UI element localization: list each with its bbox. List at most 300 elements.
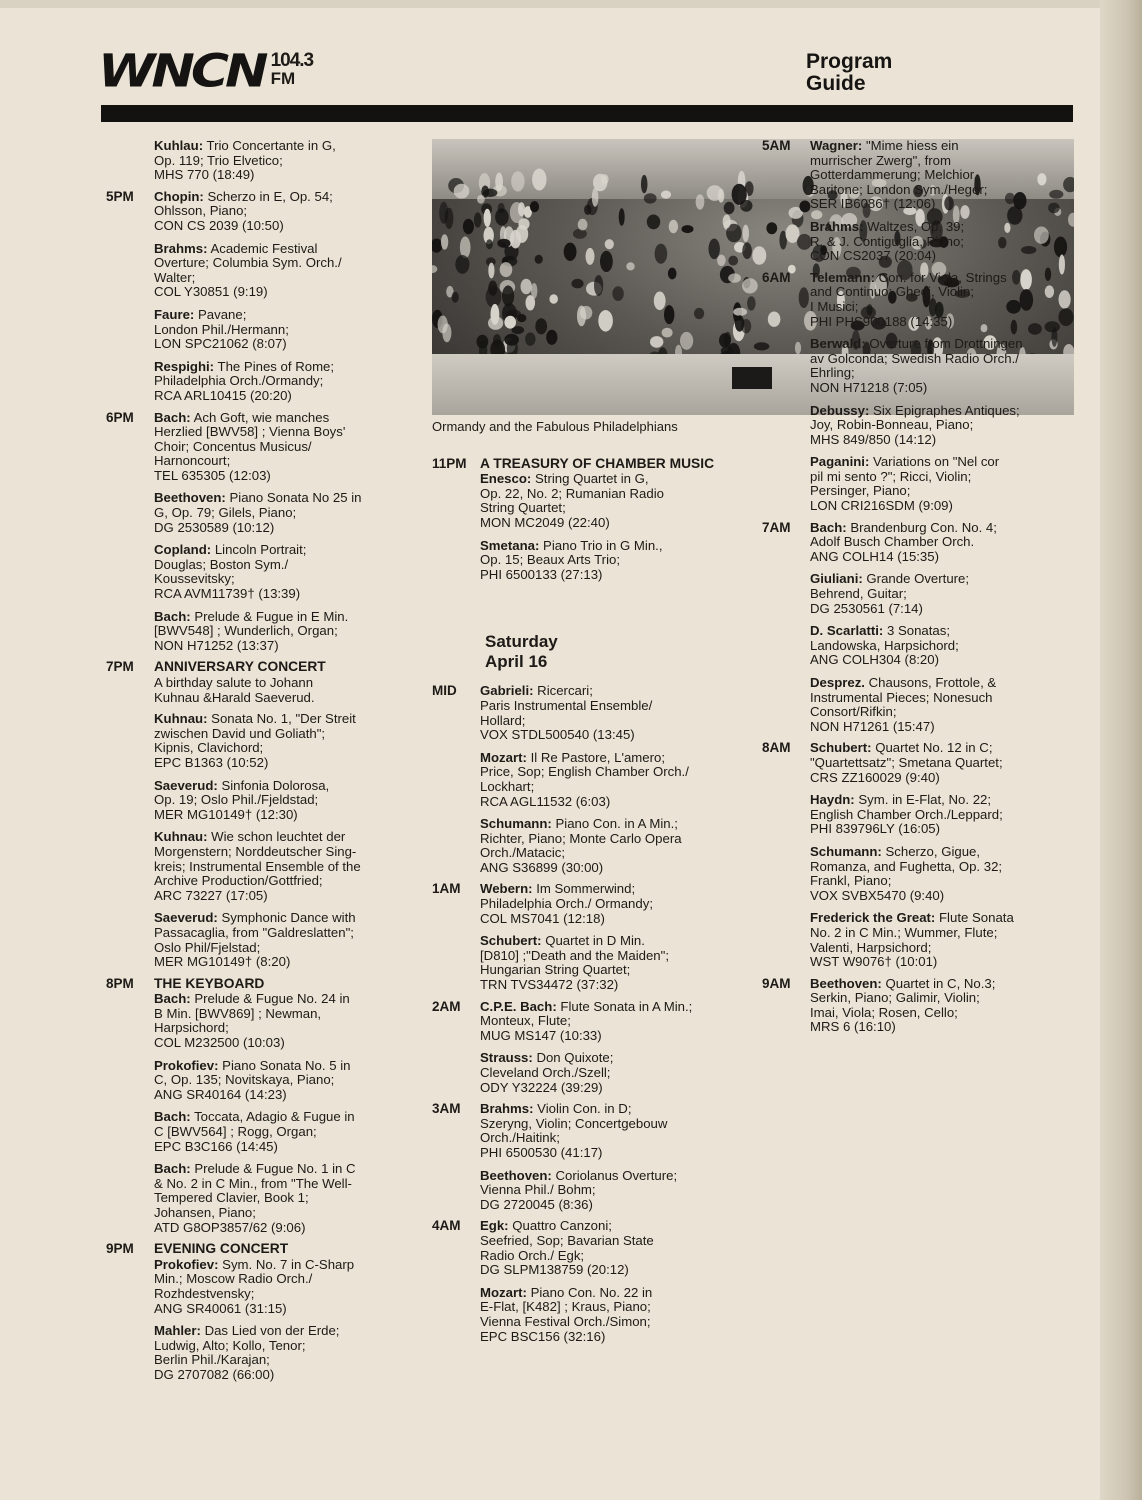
listing-line: Herzlied [BWV58] ; Vienna Boys' <box>154 424 346 440</box>
listing-entry <box>480 934 732 992</box>
photo-figure <box>709 239 720 260</box>
slot-time: 1AM <box>432 881 461 897</box>
composer-name: Prokofiev: <box>154 1256 219 1272</box>
listing-first-line <box>154 1162 406 1177</box>
photo-figure <box>647 215 660 230</box>
listing-line: RCA AGL11532 (6:03) <box>480 793 611 809</box>
column-1 <box>106 139 406 1390</box>
listing-entry <box>154 491 406 535</box>
composer-name: Wagner: <box>810 138 863 153</box>
photo-figure <box>707 185 723 201</box>
photo-figure <box>723 215 731 229</box>
photo-figure <box>521 279 532 295</box>
slot-time: 6AM <box>762 269 791 285</box>
photo-figure <box>650 336 663 348</box>
listing-entry <box>480 751 732 809</box>
listing-line: Quartet in D Min. <box>545 933 645 949</box>
column-2-overnight <box>432 684 732 1344</box>
photo-figure <box>578 219 588 231</box>
composer-name: Bach: <box>810 519 847 535</box>
listing-line: Richter, Piano; Monte Carlo Opera <box>480 830 682 846</box>
listing-entry <box>480 1286 732 1344</box>
listing-first-line <box>810 220 1062 235</box>
listing-entry <box>810 741 1062 785</box>
listing-first-line <box>810 624 1062 639</box>
listing-line: NON H71261 (15:47) <box>810 718 935 734</box>
listing-line: Consort/Rifkin; <box>810 704 897 720</box>
listing-first-line <box>810 845 1062 860</box>
logo-side <box>271 52 314 88</box>
listing-first-line <box>154 779 406 794</box>
time-slot <box>432 882 732 992</box>
slot-time <box>106 139 154 183</box>
listing-line: No. 2 in C Min.; Wummer, Flute; <box>810 924 998 940</box>
listing-entry <box>154 1324 406 1382</box>
listing-line: LON SPC21062 (8:07) <box>154 336 287 352</box>
photo-figure <box>535 318 547 334</box>
photo-figure <box>592 188 599 207</box>
listing-line: ANG COLH304 (8:20) <box>810 652 939 668</box>
listing-entry <box>810 139 1062 212</box>
listing-line: Lockhart; <box>480 778 535 794</box>
listing-first-line <box>154 190 406 205</box>
listing-line: E-Flat, [K482] ; Kraus, Piano; <box>480 1299 651 1315</box>
time-slot <box>762 741 1062 969</box>
photo-figure <box>573 229 587 239</box>
listing-first-line <box>480 1219 732 1234</box>
listing-line: ANG SR40061 (31:15) <box>154 1300 287 1316</box>
photo-figure <box>644 193 657 203</box>
photo-figure <box>463 219 474 234</box>
slot-entries <box>810 521 1062 735</box>
listing-line: "Mime hiess ein <box>865 138 959 153</box>
listing-first-line <box>480 882 732 897</box>
listing-line: G, Op. 79; Gilels, Piano; <box>154 505 297 521</box>
listing-line: Piano Sonata No. 5 in <box>222 1057 351 1073</box>
slot-time: 11PM <box>432 455 467 471</box>
listing-line: Six Epigraphes Antiques; <box>873 402 1020 418</box>
listing-line: The Pines of Rome; <box>217 358 335 374</box>
listing-line: VOX SVBX5470 (9:40) <box>810 887 945 903</box>
listing-line: zwischen David und Goliath"; <box>154 725 326 741</box>
time-slot <box>106 660 406 969</box>
slot-entries <box>154 190 406 404</box>
slot-time: 6PM <box>106 409 134 425</box>
listing-line: Adolf Busch Chamber Orch. <box>810 534 975 550</box>
photo-figure <box>654 292 666 311</box>
listing-entry <box>810 676 1062 734</box>
listing-line: DG 2530561 (7:14) <box>810 600 923 616</box>
composer-name: C.P.E. Bach: <box>480 998 557 1014</box>
listing-entry <box>154 411 406 484</box>
composer-name: Kuhlau: <box>154 138 204 153</box>
listing-line: Op. 15; Beaux Arts Trio; <box>480 552 620 568</box>
listing-first-line <box>154 712 406 727</box>
slot-time: 7PM <box>106 659 134 675</box>
listing-line: Vienna Festival Orch./Simon; <box>480 1313 651 1329</box>
composer-name: Beethoven: <box>810 975 882 991</box>
slot-entries <box>480 1000 732 1096</box>
photo-figure <box>500 262 513 277</box>
listing-line: RCA ARL10415 (20:20) <box>154 387 292 403</box>
composer-name: Webern: <box>480 881 533 897</box>
listing-first-line <box>810 977 1062 992</box>
listing-line: EPC B3C166 (14:45) <box>154 1138 278 1154</box>
listing-line: Frankl, Piano; <box>810 873 892 889</box>
photo-figure <box>474 212 482 227</box>
listing-entry <box>480 1051 732 1095</box>
slot-entries <box>154 139 406 183</box>
listing-first-line <box>810 676 1062 691</box>
photo-figure <box>452 292 459 303</box>
header-rule <box>101 105 1073 122</box>
listing-line: MER MG10149† (8:20) <box>154 954 291 970</box>
photo-figure <box>1063 177 1074 192</box>
slot-time: 7AM <box>762 519 791 535</box>
listing-line: & No. 2 in C Min., from "The Well- <box>154 1175 352 1191</box>
listing-entry <box>480 539 732 583</box>
composer-name: Chopin: <box>154 188 204 204</box>
listing-first-line <box>480 1169 732 1184</box>
listing-line: Koussevitsky; <box>154 571 235 587</box>
listing-first-line <box>154 360 406 375</box>
listing-line: Scherzo in E, Op. 54; <box>207 188 333 204</box>
photo-figure <box>600 251 613 272</box>
page-top-edge <box>0 0 1142 8</box>
listing-line: Flute Sonata <box>939 910 1014 926</box>
listing-line: Lincoln Portrait; <box>214 542 307 558</box>
listing-line: Piano Trio in G Min., <box>543 537 663 553</box>
listing-line: Valenti, Harpsichord; <box>810 939 932 955</box>
photo-figure <box>669 220 678 234</box>
listing-line: NON H71252 (13:37) <box>154 637 279 653</box>
slot-time: 5PM <box>106 188 134 204</box>
composer-name: Debussy: <box>810 402 870 418</box>
photo-figure <box>518 202 525 216</box>
listing-line: Prelude & Fugue No. 1 in C <box>194 1161 356 1177</box>
listing-line: Sym. No. 7 in C-Sharp <box>222 1256 355 1272</box>
photo-figure <box>535 255 543 264</box>
time-slot <box>762 271 1062 514</box>
listing-line: murrischer Zwerg", from <box>810 152 951 168</box>
slot-entries <box>154 977 406 1236</box>
listing-entry <box>810 271 1062 329</box>
composer-name: Faure: <box>154 306 195 322</box>
listing-first-line <box>154 1324 406 1339</box>
program-title: ANNIVERSARY CONCERT <box>154 659 326 675</box>
composer-name: Prokofiev: <box>154 1057 219 1073</box>
slot-entries <box>154 1242 406 1382</box>
listing-line: Piano Con. No. 22 in <box>530 1284 653 1300</box>
listing-entry <box>810 220 1062 264</box>
listing-line: ANG S36899 (30:00) <box>480 859 604 875</box>
listing-line: LON CRI216SDM (9:09) <box>810 498 953 514</box>
listing-entry <box>154 830 406 903</box>
composer-name: Beethoven: <box>154 490 226 506</box>
listing-line: "Quartettsatz"; Smetana Quartet; <box>810 754 1003 770</box>
composer-name: Kuhnau: <box>154 711 208 727</box>
listing-line: PHI PHS900188 (14:35) <box>810 313 953 329</box>
listing-line: Academic Festival <box>210 240 318 256</box>
listing-first-line <box>154 1110 406 1125</box>
listing-entry <box>154 992 406 1050</box>
listing-first-line <box>480 684 732 699</box>
listing-first-line <box>154 911 406 926</box>
listing-line: PHI 839796LY (16:05) <box>810 821 941 837</box>
listing-line: Quartet in C, No.3; <box>885 975 996 991</box>
listing-line: Choir; Concentus Musicus/ <box>154 438 312 454</box>
listing-first-line <box>480 1102 732 1117</box>
column-2 <box>432 139 732 1351</box>
listing-first-line <box>154 1059 406 1074</box>
photo-figure <box>594 275 603 296</box>
listing-line: WST W9076† (10:01) <box>810 954 938 970</box>
listing-line: Chausons, Frottole, & <box>868 675 997 690</box>
photo-figure <box>694 308 704 319</box>
photo-figure <box>483 189 497 197</box>
composer-name: Schubert: <box>480 933 542 949</box>
time-slot <box>432 457 732 583</box>
photo-figure <box>530 201 539 212</box>
listing-line: EPC BSC156 (32:16) <box>480 1328 606 1344</box>
time-slot <box>106 411 406 654</box>
composer-name: Schubert: <box>810 740 872 756</box>
composer-name: Egk: <box>480 1218 509 1234</box>
listing-entry <box>810 404 1062 448</box>
listing-line: Violin Con. in D; <box>537 1101 632 1117</box>
composer-name: Beethoven: <box>480 1167 552 1183</box>
photo-figure <box>735 315 744 331</box>
listing-line: Rozhdestvensky; <box>154 1285 255 1301</box>
photo-figure <box>460 236 471 258</box>
listing-entry <box>154 360 406 404</box>
listing-entry <box>154 779 406 823</box>
photo-figure <box>728 256 738 266</box>
listing-line: Ricercari; <box>537 683 593 699</box>
listing-line: Waltzes, Op. 39; <box>867 218 965 234</box>
listing-line: C [BWV564] ; Rogg, Organ; <box>154 1124 317 1140</box>
listing-line: Grande Overture; <box>866 571 970 587</box>
listing-line: Op. 22, No. 2; Rumanian Radio <box>480 485 664 501</box>
listing-line: Cleveland Orch./Szell; <box>480 1065 611 1080</box>
listing-first-line <box>810 271 1062 286</box>
listing-line: Flute Sonata in A Min.; <box>560 998 693 1014</box>
slot-entries <box>480 684 732 875</box>
photo-figure <box>484 209 491 227</box>
listing-line: MRS 6 (16:10) <box>810 1019 896 1035</box>
listing-line: MON MC2049 (22:40) <box>480 514 610 530</box>
photo-figure <box>747 296 756 310</box>
photo-figure <box>619 208 625 226</box>
listing-line: Prelude & Fugue in E Min. <box>194 608 349 624</box>
photo-figure <box>586 248 595 265</box>
listing-line: ATD G8OP3857/62 (9:06) <box>154 1219 306 1235</box>
listing-first-line <box>154 242 406 257</box>
listing-line: Joy, Robin-Bonneau, Piano; <box>810 417 974 433</box>
listing-line: Philadelphia Orch./Ormandy; <box>154 373 324 389</box>
listing-line: Quartet No. 12 in C; <box>875 740 993 756</box>
photo-figure <box>668 268 677 280</box>
listing-line: DG 2530589 (10:12) <box>154 519 275 535</box>
photo-figure <box>442 323 451 342</box>
photo-figure <box>742 243 752 260</box>
listing-line: DG SLPM138759 (20:12) <box>480 1262 629 1278</box>
listing-entry <box>480 1102 732 1160</box>
listing-first-line <box>810 793 1062 808</box>
time-slot <box>432 1000 732 1096</box>
photo-figure <box>497 239 510 248</box>
composer-name: Telemann: <box>810 269 875 285</box>
listing-line: Radio Orch./ Egk; <box>480 1247 585 1263</box>
slot-entries <box>480 457 732 583</box>
slot-entries <box>480 1102 732 1212</box>
listing-entry <box>154 911 406 969</box>
listing-entry <box>810 977 1062 1035</box>
listing-line: [D810] ;"Death and the Maiden"; <box>480 947 669 963</box>
listing-first-line <box>154 139 406 154</box>
listing-line: Quattro Canzoni; <box>512 1218 612 1234</box>
listing-first-line <box>480 539 732 554</box>
listing-line: Harnoncourt; <box>154 453 231 469</box>
listing-entry <box>810 845 1062 903</box>
composer-name: Kuhnau: <box>154 829 208 845</box>
listing-line: MER MG10149† (12:30) <box>154 806 298 822</box>
slot-time: 8AM <box>762 740 791 756</box>
page-edge <box>1100 0 1142 1500</box>
slot-entries <box>480 882 732 992</box>
listing-line: String Quartet in G, <box>534 471 649 487</box>
photo-figure <box>502 285 514 306</box>
guide-title <box>806 51 956 95</box>
listing-line: Ach Goft, wie manches <box>193 409 330 425</box>
time-slot <box>762 977 1062 1035</box>
column-2-evening <box>432 457 732 583</box>
time-slot <box>762 139 1062 264</box>
listing-line: SER IB6086† (12:06) <box>810 196 936 212</box>
photo-figure <box>732 184 747 205</box>
program-title: EVENING CONCERT <box>154 1241 289 1257</box>
listing-entry <box>810 521 1062 565</box>
listing-line: Im Sommerwind; <box>536 881 636 897</box>
listing-first-line <box>154 830 406 845</box>
listing-line: Hollard; <box>480 712 526 728</box>
logo-band: FM <box>270 69 296 88</box>
listing-line: C, Op. 135; Novitskaya, Piano; <box>154 1072 335 1088</box>
listing-line: Oslo Phil/Fjelstad; <box>154 939 261 955</box>
listing-line: Op. 19; Oslo Phil./Fjeldstad; <box>154 792 319 808</box>
listing-line: COL Y30851 (9:19) <box>154 284 268 300</box>
listing-line: Don Quixote; <box>536 1050 614 1066</box>
logo-text: WNCN <box>98 44 265 98</box>
listing-line: Douglas; Boston Sym./ <box>154 556 289 572</box>
composer-name: Gabrieli: <box>480 683 534 699</box>
listing-line: NON H71218 (7:05) <box>810 379 928 395</box>
listing-line: Piano Con. in A Min.; <box>555 816 678 832</box>
listing-first-line <box>480 751 732 766</box>
listing-line: and Continuo; Ghedi, Violin; <box>810 284 974 300</box>
listing-first-line <box>480 1286 732 1301</box>
listing-line: Price, Sop; English Chamber Orch./ <box>480 764 689 780</box>
photo-figure <box>564 243 577 261</box>
listing-entry <box>810 793 1062 837</box>
listing-line: EPC B1363 (10:52) <box>154 754 269 770</box>
listing-entry <box>154 190 406 234</box>
listing-line: Gotterdammerung; Melchior, <box>810 167 978 183</box>
program-title: A TREASURY OF CHAMBER MUSIC <box>480 455 715 471</box>
program-description-line: A birthday salute to Johann <box>154 675 314 690</box>
slot-entries <box>810 977 1062 1035</box>
listing-line: Seefried, Sop; Bavarian State <box>480 1232 654 1248</box>
listing-line: Wie schon leuchtet der <box>211 829 346 845</box>
listing-line: String Quartet; <box>480 500 566 516</box>
listing-line: Piano Sonata No 25 in <box>229 490 362 506</box>
photo-figure <box>682 225 694 233</box>
listing-line: ANG SR40164 (14:23) <box>154 1086 287 1102</box>
listing-first-line <box>810 911 1062 926</box>
photo-figure <box>680 332 693 350</box>
listing-entry <box>154 610 406 654</box>
listing-line: VOX STDL500540 (13:45) <box>480 727 635 743</box>
listing-line: kreis; Instrumental Ensemble of the <box>154 858 361 874</box>
listing-line: English Chamber Orch./Leppard; <box>810 806 1003 822</box>
listing-line: CRS ZZ160029 (9:40) <box>810 769 940 785</box>
listing-line: Vienna Phil./ Bohm; <box>480 1182 596 1198</box>
listing-first-line <box>154 1258 406 1273</box>
listing-line: Monteux, Flute; <box>480 1013 571 1029</box>
listing-line: TEL 635305 (12:03) <box>154 467 271 483</box>
listing-entry <box>154 242 406 300</box>
listing-line: RCA AVM11739† (13:39) <box>154 586 301 602</box>
photo-figure <box>724 202 735 214</box>
listing-line: ARC 73227 (17:05) <box>154 887 268 903</box>
listing-entry <box>154 1110 406 1154</box>
listing-line: Berlin Phil./Karajan; <box>154 1352 270 1368</box>
listing-line: ODY Y32224 (39:29) <box>480 1079 603 1095</box>
station-logo <box>98 44 314 98</box>
photo-figure <box>504 316 516 329</box>
listing-line: COL MS7041 (12:18) <box>480 910 605 926</box>
photo-figure <box>432 239 442 253</box>
listing-first-line <box>810 404 1062 419</box>
composer-name: Haydn: <box>810 792 855 808</box>
photo-figure <box>445 208 454 229</box>
listing-entry <box>154 1162 406 1235</box>
composer-name: Strauss: <box>480 1050 533 1066</box>
composer-name: Bach: <box>154 991 191 1007</box>
listing-line: Serkin, Piano; Galimir, Violin; <box>810 990 980 1006</box>
photo-figure <box>717 255 726 266</box>
photo-figure <box>612 286 623 301</box>
composer-name: Berwald: <box>810 336 866 352</box>
photo-figure <box>477 195 485 204</box>
time-slot <box>432 1102 732 1212</box>
listing-line: Pavane; <box>197 306 247 322</box>
listing-line: R. & J. Contiguglia, Piano; <box>810 233 964 249</box>
composer-name: Bach: <box>154 409 191 425</box>
composer-name: Brahms: <box>480 1101 534 1117</box>
photo-figure <box>441 234 448 249</box>
listing-line: Kipnis, Clavichord; <box>154 740 264 756</box>
photo-figure <box>1068 213 1074 227</box>
listing-line: Trio Concertante in G, <box>206 138 336 153</box>
slot-time: 8PM <box>106 975 134 991</box>
composer-name: Bach: <box>154 1161 191 1177</box>
photo-figure <box>488 316 503 330</box>
listing-first-line <box>810 139 1062 154</box>
listing-line: Instrumental Pieces; Nonesuch <box>810 689 993 705</box>
listing-line: Min.; Moscow Radio Orch./ <box>154 1271 313 1287</box>
listing-line: Romanza, and Fughetta, Op. 32; <box>810 858 1003 874</box>
